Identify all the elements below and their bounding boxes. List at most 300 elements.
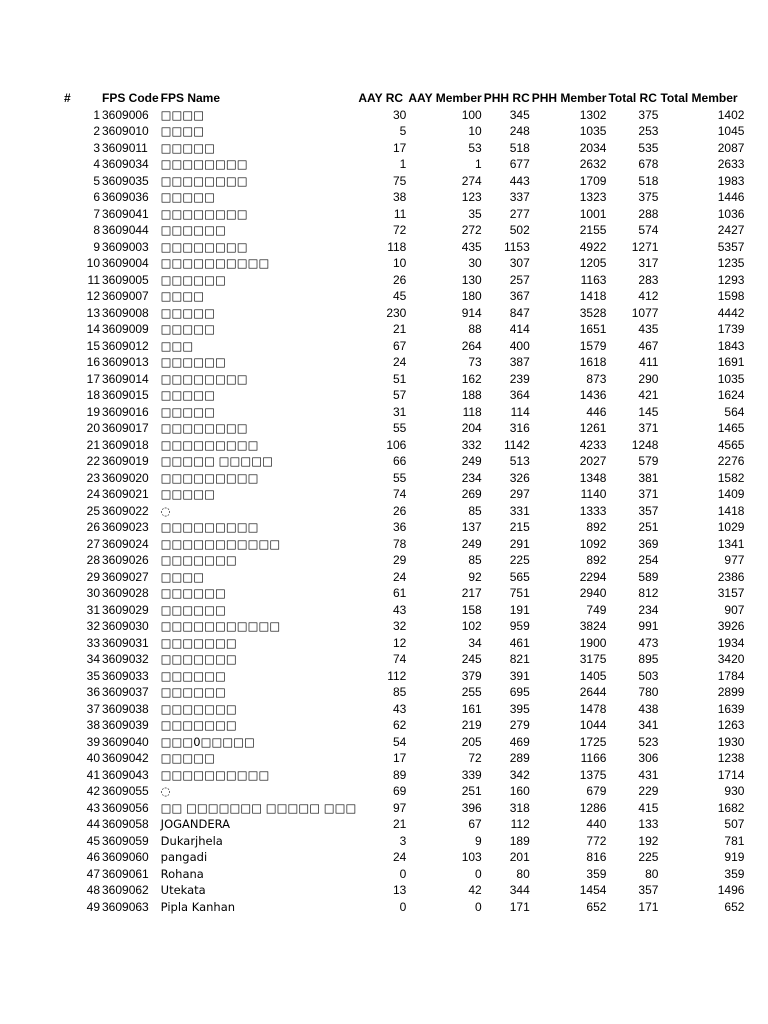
cell-fps-name: □□ □□□□□□□ □□□□□ □□□	[160, 800, 357, 815]
cell-aay-rc: 24	[393, 850, 407, 864]
header-row	[63, 90, 745, 107]
cell-aay-member: 88	[468, 322, 482, 336]
cell-aay-rc: 51	[393, 371, 407, 386]
cell-fps-name: □□□□□□□	[160, 701, 237, 716]
cell-fps-name: □□□□□□	[160, 586, 226, 600]
cell-total-member: 2899	[717, 685, 745, 699]
cell-fps-name: □□□□□□□□	[160, 157, 248, 171]
cell-phh-rc: 331	[509, 503, 530, 518]
cell-phh-member: 749	[586, 602, 607, 617]
cell-serial: 37	[86, 701, 100, 716]
cell-serial: 43	[86, 800, 100, 815]
cell-total-rc: 780	[638, 685, 659, 699]
cell-serial: 25	[86, 503, 100, 518]
cell-aay-rc: 57	[393, 388, 407, 402]
cell-total-member: 2087	[717, 140, 745, 155]
cell-phh-member: 652	[586, 899, 607, 914]
cell-total-rc: 412	[638, 289, 659, 303]
cell-phh-member: 3824	[579, 619, 607, 633]
table-row	[63, 321, 745, 338]
cell-aay-rc: 38	[393, 190, 407, 204]
cell-fps-code: 3609034	[102, 157, 149, 171]
cell-total-member: 1624	[717, 388, 745, 402]
cell-aay-member: 100	[461, 107, 482, 122]
cell-total-member: 1930	[717, 734, 745, 749]
table-row	[63, 305, 745, 322]
cell-fps-code: 3609020	[102, 470, 149, 485]
cell-serial: 21	[86, 437, 100, 452]
cell-aay-rc: 66	[393, 454, 407, 468]
table-row	[63, 371, 745, 388]
cell-total-rc: 438	[638, 701, 659, 716]
cell-fps-name: □□□□	[160, 289, 205, 303]
cell-aay-member: 73	[468, 355, 482, 369]
cell-fps-code: 3609058	[102, 817, 149, 831]
cell-fps-code: 3609011	[102, 140, 148, 155]
cell-aay-rc: 32	[393, 619, 407, 633]
cell-phh-member: 2294	[579, 569, 607, 584]
cell-phh-member: 359	[586, 866, 607, 881]
cell-fps-code: 3609037	[102, 685, 149, 699]
cell-fps-code: 3609022	[102, 503, 149, 518]
cell-fps-code: 3609006	[102, 107, 149, 122]
cell-phh-rc: 1153	[503, 239, 530, 254]
cell-fps-name: □□□□□□□	[160, 553, 237, 567]
cell-phh-rc: 215	[509, 520, 530, 534]
cell-fps-name: ◌	[160, 784, 171, 798]
cell-phh-member: 1140	[580, 487, 607, 501]
table-row	[63, 585, 745, 602]
cell-aay-rc: 97	[393, 800, 407, 815]
cell-total-rc: 518	[638, 173, 659, 188]
cell-fps-name: □□□□□□□□	[160, 206, 248, 221]
cell-serial: 4	[93, 157, 100, 171]
cell-phh-member: 1725	[579, 734, 607, 749]
cell-total-rc: 192	[638, 833, 659, 848]
cell-total-member: 1682	[717, 800, 745, 815]
cell-total-member: 2427	[717, 223, 745, 237]
cell-phh-member: 892	[586, 553, 607, 567]
cell-aay-rc: 26	[393, 272, 407, 287]
cell-total-member: 1036	[717, 206, 745, 221]
cell-serial: 40	[86, 751, 100, 765]
cell-total-member: 1983	[717, 173, 745, 188]
cell-fps-code: 3609003	[102, 239, 149, 254]
cell-total-member: 781	[724, 833, 745, 848]
cell-aay-rc: 21	[393, 817, 407, 831]
cell-fps-name: □□□□□□□□	[160, 173, 248, 188]
cell-fps-code: 3609031	[102, 635, 149, 650]
cell-phh-member: 1286	[579, 800, 607, 815]
cell-aay-rc: 17	[393, 140, 407, 155]
table-row	[63, 470, 745, 487]
fps-data-table	[63, 90, 745, 915]
cell-total-rc: 574	[638, 223, 659, 237]
cell-phh-member: 1333	[579, 503, 607, 518]
cell-aay-member: 0	[475, 899, 482, 914]
cell-phh-member: 2940	[579, 586, 607, 600]
cell-serial: 2	[93, 124, 100, 138]
cell-phh-rc: 191	[509, 602, 530, 617]
cell-aay-member: 251	[461, 784, 482, 798]
cell-aay-member: 249	[461, 454, 482, 468]
cell-aay-member: 204	[461, 421, 482, 435]
cell-aay-rc: 75	[393, 173, 407, 188]
cell-aay-member: 30	[468, 256, 482, 270]
cell-total-rc: 1248	[631, 437, 659, 452]
cell-aay-rc: 85	[393, 685, 407, 699]
cell-fps-name: □□□□□	[160, 751, 215, 765]
cell-fps-code: 3609014	[102, 371, 149, 386]
cell-aay-rc: 30	[393, 107, 407, 122]
cell-serial: 24	[86, 487, 100, 501]
cell-aay-member: 85	[468, 553, 482, 567]
cell-phh-rc: 239	[509, 371, 530, 386]
cell-phh-rc: 502	[509, 223, 530, 237]
table-row	[63, 849, 745, 866]
cell-serial: 45	[86, 833, 100, 848]
cell-total-member: 4442	[717, 305, 745, 320]
cell-fps-code: 3609023	[102, 520, 149, 534]
cell-aay-rc: 69	[393, 784, 407, 798]
cell-serial: 26	[86, 520, 100, 534]
cell-serial: 1	[93, 107, 100, 122]
cell-phh-member: 1044	[579, 718, 607, 732]
table-row	[63, 272, 745, 289]
cell-aay-rc: 0	[399, 866, 407, 881]
cell-fps-code: 3609026	[102, 553, 149, 567]
cell-fps-name: □□□□□□□□□□	[160, 767, 270, 782]
cell-serial: 8	[93, 223, 100, 237]
cell-aay-rc: 78	[393, 536, 407, 551]
cell-total-rc: 317	[638, 256, 659, 270]
cell-aay-rc: 5	[399, 124, 407, 138]
cell-phh-member: 1418	[579, 289, 607, 303]
cell-phh-member: 4922	[579, 239, 607, 254]
cell-phh-member: 1001	[579, 206, 607, 221]
table-row	[63, 734, 745, 751]
cell-total-member: 1934	[717, 635, 745, 650]
cell-aay-member: 1	[475, 157, 482, 171]
table-row	[63, 882, 745, 899]
cell-aay-member: 103	[461, 850, 482, 864]
cell-phh-rc: 414	[509, 322, 530, 336]
table-row	[63, 255, 745, 272]
cell-aay-member: 35	[468, 206, 482, 221]
cell-phh-rc: 443	[509, 173, 530, 188]
cell-aay-rc: 26	[393, 503, 407, 518]
cell-aay-member: 85	[468, 503, 482, 518]
cell-aay-rc: 106	[386, 437, 407, 452]
cell-serial: 28	[86, 553, 100, 567]
cell-total-member: 919	[724, 850, 745, 864]
cell-fps-name: Rohana	[160, 866, 204, 881]
cell-total-rc: 251	[638, 520, 659, 534]
cell-aay-member: 10	[468, 124, 482, 138]
cell-fps-name: JOGANDERA	[160, 817, 231, 831]
header-aay-member: AAY Member	[408, 91, 482, 105]
cell-phh-rc: 201	[509, 850, 530, 864]
cell-aay-member: 9	[475, 833, 482, 848]
cell-aay-rc: 61	[393, 586, 407, 600]
cell-serial: 33	[86, 635, 100, 650]
cell-total-member: 1446	[717, 190, 745, 204]
cell-total-member: 1598	[717, 289, 745, 303]
cell-aay-member: 219	[461, 718, 482, 732]
cell-phh-rc: 342	[509, 767, 530, 782]
cell-serial: 18	[86, 388, 100, 402]
cell-total-rc: 369	[638, 536, 659, 551]
cell-aay-member: 72	[468, 751, 482, 765]
cell-phh-rc: 387	[509, 355, 530, 369]
cell-fps-name: □□□□□□	[160, 668, 226, 683]
table-row	[63, 354, 745, 371]
cell-fps-name: □□□□□	[160, 305, 215, 320]
cell-aay-member: 188	[461, 388, 482, 402]
cell-phh-member: 1166	[580, 751, 607, 765]
cell-fps-name: □□□□□	[160, 190, 215, 204]
cell-total-rc: 229	[638, 784, 659, 798]
cell-serial: 23	[86, 470, 100, 485]
table-row	[63, 503, 745, 520]
cell-aay-member: 914	[461, 305, 482, 320]
cell-serial: 15	[86, 338, 100, 353]
cell-total-member: 1341	[717, 536, 745, 551]
cell-phh-rc: 959	[509, 619, 530, 633]
cell-aay-member: 435	[461, 239, 482, 254]
cell-fps-code: 3609030	[102, 619, 149, 633]
cell-phh-rc: 189	[509, 833, 530, 848]
cell-serial: 34	[86, 652, 100, 666]
cell-fps-name: □□□□□□□□□	[160, 520, 259, 534]
cell-serial: 27	[86, 536, 100, 551]
cell-phh-member: 2155	[579, 223, 607, 237]
cell-phh-member: 1035	[579, 124, 607, 138]
cell-aay-member: 92	[468, 569, 482, 584]
cell-serial: 16	[86, 355, 100, 369]
cell-phh-rc: 847	[509, 305, 530, 320]
cell-phh-rc: 677	[509, 157, 530, 171]
cell-serial: 31	[86, 602, 100, 617]
cell-total-rc: 473	[638, 635, 659, 650]
cell-phh-rc: 279	[509, 718, 530, 732]
cell-phh-rc: 160	[509, 784, 530, 798]
cell-aay-rc: 72	[393, 223, 407, 237]
cell-aay-rc: 21	[393, 322, 407, 336]
table-row	[63, 701, 745, 718]
cell-phh-member: 1375	[579, 767, 607, 782]
cell-phh-rc: 291	[509, 536, 530, 551]
cell-phh-member: 1454	[579, 883, 607, 897]
cell-aay-member: 217	[461, 586, 482, 600]
header-aay-rc: AAY RC	[358, 91, 404, 105]
cell-aay-rc: 43	[393, 602, 407, 617]
cell-aay-rc: 17	[393, 751, 407, 765]
cell-phh-rc: 367	[509, 289, 530, 303]
header-fps-code: FPS Code	[102, 91, 159, 105]
cell-aay-member: 130	[461, 272, 482, 287]
cell-fps-code: 3609028	[102, 586, 149, 600]
table-row	[63, 717, 745, 734]
cell-total-member: 1496	[717, 883, 745, 897]
cell-aay-rc: 43	[393, 701, 407, 716]
cell-fps-code: 3609061	[102, 866, 149, 881]
cell-phh-member: 1618	[579, 355, 607, 369]
cell-phh-member: 873	[586, 371, 607, 386]
cell-total-member: 3420	[717, 652, 745, 666]
cell-serial: 30	[86, 586, 100, 600]
cell-aay-member: 118	[462, 404, 482, 419]
cell-serial: 35	[86, 668, 100, 683]
cell-fps-code: 3609056	[102, 800, 149, 815]
cell-fps-code: 3609036	[102, 190, 149, 204]
cell-aay-member: 0	[475, 866, 482, 881]
cell-total-member: 2276	[717, 454, 745, 468]
cell-serial: 39	[86, 734, 100, 749]
cell-serial: 11	[87, 272, 100, 287]
cell-phh-member: 679	[586, 784, 607, 798]
cell-phh-rc: 391	[509, 668, 530, 683]
header-phh-rc: PHH RC	[483, 91, 530, 105]
cell-serial: 46	[86, 850, 100, 864]
table-row	[63, 107, 745, 124]
cell-total-rc: 415	[638, 800, 659, 815]
cell-serial: 6	[93, 190, 100, 204]
cell-phh-member: 1348	[579, 470, 607, 485]
table-row	[63, 404, 745, 421]
table-row	[63, 387, 745, 404]
cell-total-member: 1235	[717, 256, 745, 270]
cell-fps-code: 3609032	[102, 652, 149, 666]
table-row	[63, 651, 745, 668]
cell-fps-name: □□□□□□□□	[160, 239, 248, 254]
cell-total-member: 1714	[717, 767, 745, 782]
cell-phh-rc: 289	[509, 751, 530, 765]
cell-fps-code: 3609055	[102, 784, 149, 798]
cell-phh-rc: 400	[509, 338, 530, 353]
table-row	[63, 800, 745, 817]
cell-fps-code: 3609021	[102, 487, 149, 501]
cell-phh-rc: 695	[509, 685, 530, 699]
cell-fps-code: 3609040	[102, 734, 149, 749]
cell-total-member: 2633	[717, 157, 745, 171]
cell-aay-member: 180	[461, 289, 482, 303]
table-row	[63, 173, 745, 190]
cell-aay-member: 161	[461, 701, 482, 716]
cell-total-rc: 341	[638, 718, 659, 732]
cell-serial: 20	[86, 421, 100, 435]
cell-phh-member: 2632	[579, 157, 607, 171]
cell-aay-member: 42	[468, 883, 482, 897]
cell-aay-member: 53	[468, 140, 482, 155]
cell-phh-rc: 345	[509, 107, 530, 122]
header-total-member: Total Member	[660, 91, 738, 105]
cell-phh-rc: 518	[509, 140, 530, 155]
cell-phh-rc: 112	[510, 817, 530, 831]
cell-aay-rc: 74	[393, 487, 407, 501]
cell-total-rc: 357	[638, 503, 659, 518]
cell-total-member: 907	[724, 602, 745, 617]
cell-total-member: 930	[724, 784, 745, 798]
cell-aay-rc: 74	[393, 652, 407, 666]
cell-total-rc: 589	[638, 569, 659, 584]
cell-aay-rc: 112	[387, 668, 407, 683]
cell-fps-name: □□□□□□□	[160, 635, 237, 650]
cell-fps-name: pangadi	[160, 850, 208, 864]
cell-phh-rc: 337	[509, 190, 530, 204]
cell-phh-member: 1323	[579, 190, 607, 204]
cell-fps-name: □□□□□□	[160, 602, 226, 617]
cell-fps-code: 3609038	[102, 701, 149, 716]
cell-aay-member: 272	[461, 223, 482, 237]
table-row	[63, 668, 745, 685]
cell-aay-rc: 54	[393, 734, 407, 749]
cell-total-member: 1739	[717, 322, 745, 336]
cell-phh-member: 3528	[579, 305, 607, 320]
cell-serial: 48	[86, 883, 100, 897]
table-row	[63, 899, 745, 916]
cell-phh-member: 1900	[579, 635, 607, 650]
cell-phh-rc: 395	[509, 701, 530, 716]
cell-phh-rc: 307	[509, 256, 530, 270]
cell-total-member: 1843	[717, 338, 745, 353]
cell-serial: 41	[86, 767, 100, 782]
cell-total-rc: 523	[638, 734, 659, 749]
cell-phh-rc: 1142	[503, 437, 530, 452]
cell-fps-name: □□□□□□□□□□□	[160, 536, 281, 551]
cell-serial: 17	[86, 371, 100, 386]
cell-total-member: 1035	[717, 371, 745, 386]
cell-fps-code: 3609039	[102, 718, 149, 732]
cell-phh-member: 1163	[580, 272, 607, 287]
table-row	[63, 569, 745, 586]
cell-phh-rc: 277	[509, 206, 530, 221]
cell-aay-rc: 29	[393, 553, 407, 567]
cell-total-rc: 421	[638, 388, 659, 402]
cell-total-rc: 431	[638, 767, 659, 782]
cell-total-member: 359	[724, 866, 745, 881]
cell-phh-member: 1436	[579, 388, 607, 402]
cell-fps-code: 3609013	[102, 355, 149, 369]
cell-phh-rc: 461	[509, 635, 530, 650]
cell-aay-member: 396	[461, 800, 482, 815]
cell-phh-rc: 318	[509, 800, 530, 815]
cell-aay-member: 34	[468, 635, 482, 650]
cell-aay-member: 234	[461, 470, 482, 485]
cell-fps-name: □□□□□	[160, 487, 215, 501]
cell-aay-rc: 12	[393, 635, 407, 650]
cell-serial: 38	[86, 718, 100, 732]
cell-total-rc: 535	[638, 140, 659, 155]
cell-total-member: 1639	[717, 701, 745, 716]
cell-total-rc: 895	[638, 652, 659, 666]
cell-total-member: 1418	[717, 503, 745, 518]
table-row	[63, 767, 745, 784]
cell-fps-name: □□□□□□	[160, 355, 226, 369]
cell-phh-member: 1651	[579, 322, 607, 336]
cell-total-rc: 225	[638, 850, 659, 864]
cell-phh-rc: 364	[509, 388, 530, 402]
cell-aay-rc: 13	[393, 883, 407, 897]
cell-serial: 44	[86, 817, 100, 831]
cell-aay-member: 264	[461, 338, 482, 353]
cell-fps-name: □□□□□□□□□	[160, 470, 259, 485]
cell-total-rc: 290	[638, 371, 659, 386]
cell-fps-code: 3609007	[102, 289, 149, 303]
cell-phh-member: 4233	[579, 437, 607, 452]
cell-phh-rc: 257	[509, 272, 530, 287]
table-row	[63, 602, 745, 619]
